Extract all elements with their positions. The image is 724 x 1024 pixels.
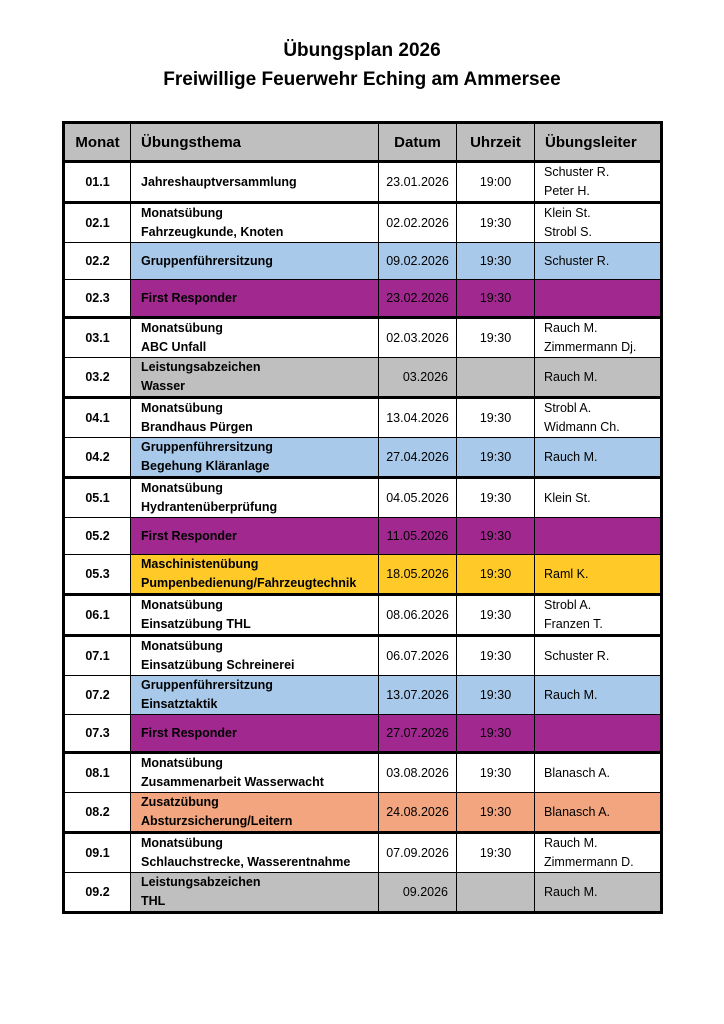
thema-line: Fahrzeugkunde, Knoten xyxy=(141,225,284,239)
cell-monat: 01.1 xyxy=(64,162,131,203)
leiter-line: Rauch M. xyxy=(544,687,598,702)
cell-thema xyxy=(131,595,379,636)
leiter-line: Widmann Ch. xyxy=(544,420,620,434)
schedule-table xyxy=(62,121,663,914)
table-row xyxy=(64,676,662,715)
cell-uhrzeit: 19:30 xyxy=(457,715,535,753)
leiter-line: Klein St. xyxy=(544,490,591,505)
cell-thema xyxy=(131,358,379,398)
table-row xyxy=(64,518,662,555)
cell-datum: 02.02.2026 xyxy=(379,203,457,243)
cell-uhrzeit: 19:30 xyxy=(457,318,535,358)
leiter-line: Strobl S. xyxy=(544,225,592,239)
table-row xyxy=(64,162,662,203)
thema-line: THL xyxy=(141,894,166,908)
cell-leiter xyxy=(535,595,662,636)
thema-line: Maschinistenübung xyxy=(141,557,259,571)
cell-uhrzeit: 19:30 xyxy=(457,280,535,318)
page-subtitle: Freiwillige Feuerwehr Eching am Ammersee xyxy=(163,69,561,90)
table-row xyxy=(64,555,662,595)
cell-datum: 08.06.2026 xyxy=(379,595,457,636)
thema-line: Gruppenführersitzung xyxy=(141,440,273,454)
thema-line: Einsatzübung THL xyxy=(141,617,251,631)
cell-uhrzeit: 19:00 xyxy=(457,162,535,203)
column-header-monat: Monat xyxy=(64,123,131,162)
column-header-datum: Datum xyxy=(379,123,457,162)
cell-uhrzeit xyxy=(457,873,535,913)
leiter-line: Blanasch A. xyxy=(544,765,611,780)
thema-line: Monatsübung xyxy=(141,756,223,770)
cell-datum: 27.07.2026 xyxy=(379,715,457,753)
cell-uhrzeit: 19:30 xyxy=(457,203,535,243)
thema-line: Begehung Kläranlage xyxy=(141,459,270,473)
cell-monat: 03.2 xyxy=(64,358,131,398)
cell-thema xyxy=(131,676,379,715)
table-row xyxy=(64,358,662,398)
leiter-line: Peter H. xyxy=(544,184,590,198)
cell-leiter xyxy=(535,438,662,478)
cell-monat: 04.1 xyxy=(64,398,131,438)
thema-line: Monatsübung xyxy=(141,639,223,653)
thema-line: First Responder xyxy=(141,290,237,305)
cell-leiter xyxy=(535,873,662,913)
thema-line: Pumpenbedienung/Fahrzeugtechnik xyxy=(141,576,357,590)
cell-uhrzeit: 19:30 xyxy=(457,753,535,793)
thema-line: Monatsübung xyxy=(141,598,223,612)
cell-datum: 18.05.2026 xyxy=(379,555,457,595)
cell-monat: 09.1 xyxy=(64,833,131,873)
cell-monat: 05.1 xyxy=(64,478,131,518)
thema-line: Monatsübung xyxy=(141,481,223,495)
cell-leiter xyxy=(535,518,662,555)
thema-line: Brandhaus Pürgen xyxy=(141,420,253,434)
table-row xyxy=(64,636,662,676)
cell-leiter xyxy=(535,318,662,358)
leiter-line: Rauch M. xyxy=(544,884,598,899)
cell-monat: 07.3 xyxy=(64,715,131,753)
cell-thema xyxy=(131,162,379,203)
cell-monat: 02.1 xyxy=(64,203,131,243)
cell-leiter xyxy=(535,398,662,438)
cell-leiter xyxy=(535,478,662,518)
cell-uhrzeit: 19:30 xyxy=(457,243,535,280)
table-row xyxy=(64,318,662,358)
cell-monat: 03.1 xyxy=(64,318,131,358)
cell-monat: 07.2 xyxy=(64,676,131,715)
thema-line: Schlauchstrecke, Wasserentnahme xyxy=(141,855,351,869)
cell-leiter xyxy=(535,715,662,753)
cell-leiter xyxy=(535,243,662,280)
cell-uhrzeit: 19:30 xyxy=(457,595,535,636)
leiter-line: Blanasch A. xyxy=(544,804,611,819)
cell-datum: 09.02.2026 xyxy=(379,243,457,280)
leiter-line: Strobl A. xyxy=(544,598,592,612)
cell-monat: 02.3 xyxy=(64,280,131,318)
cell-uhrzeit: 19:30 xyxy=(457,518,535,555)
cell-datum: 03.2026 xyxy=(379,358,457,398)
leiter-line: Rauch M. xyxy=(544,321,598,335)
cell-thema xyxy=(131,398,379,438)
cell-leiter xyxy=(535,793,662,833)
column-header-leiter: Übungsleiter xyxy=(535,123,662,162)
cell-uhrzeit: 19:30 xyxy=(457,793,535,833)
cell-monat: 09.2 xyxy=(64,873,131,913)
thema-line: Einsatzübung Schreinerei xyxy=(141,658,295,672)
cell-datum: 23.02.2026 xyxy=(379,280,457,318)
cell-thema xyxy=(131,478,379,518)
cell-datum: 06.07.2026 xyxy=(379,636,457,676)
cell-uhrzeit: 19:30 xyxy=(457,555,535,595)
cell-thema xyxy=(131,318,379,358)
cell-monat: 05.3 xyxy=(64,555,131,595)
thema-line: Gruppenführersitzung xyxy=(141,678,273,692)
cell-uhrzeit: 19:30 xyxy=(457,636,535,676)
thema-line: Zusammenarbeit Wasserwacht xyxy=(141,775,324,789)
thema-line: Monatsübung xyxy=(141,836,223,850)
leiter-line: Rauch M. xyxy=(544,836,598,850)
leiter-line: Zimmermann Dj. xyxy=(544,340,637,354)
cell-thema xyxy=(131,280,379,318)
cell-monat: 02.2 xyxy=(64,243,131,280)
cell-datum: 07.09.2026 xyxy=(379,833,457,873)
cell-uhrzeit: 19:30 xyxy=(457,833,535,873)
cell-datum: 02.03.2026 xyxy=(379,318,457,358)
table-row xyxy=(64,478,662,518)
thema-line: Absturzsicherung/Leitern xyxy=(141,814,293,828)
cell-datum: 24.08.2026 xyxy=(379,793,457,833)
cell-datum: 03.08.2026 xyxy=(379,753,457,793)
cell-datum: 27.04.2026 xyxy=(379,438,457,478)
cell-datum: 04.05.2026 xyxy=(379,478,457,518)
cell-datum: 09.2026 xyxy=(379,873,457,913)
cell-datum: 23.01.2026 xyxy=(379,162,457,203)
table-row xyxy=(64,595,662,636)
cell-leiter xyxy=(535,753,662,793)
thema-line: Zusatzübung xyxy=(141,795,219,809)
cell-leiter xyxy=(535,280,662,318)
cell-uhrzeit: 19:30 xyxy=(457,438,535,478)
cell-leiter xyxy=(535,636,662,676)
cell-monat: 07.1 xyxy=(64,636,131,676)
thema-line: Monatsübung xyxy=(141,321,223,335)
column-header-uhrzeit: Uhrzeit xyxy=(457,123,535,162)
cell-uhrzeit: 19:30 xyxy=(457,478,535,518)
thema-line: Gruppenführersitzung xyxy=(141,253,273,268)
table-row xyxy=(64,438,662,478)
cell-monat: 08.1 xyxy=(64,753,131,793)
leiter-line: Rauch M. xyxy=(544,369,598,384)
leiter-line: Rauch M. xyxy=(544,449,598,464)
cell-monat: 08.2 xyxy=(64,793,131,833)
cell-monat: 04.2 xyxy=(64,438,131,478)
leiter-line: Klein St. xyxy=(544,206,591,220)
thema-line: Hydrantenüberprüfung xyxy=(141,500,278,514)
table-row xyxy=(64,715,662,753)
cell-thema xyxy=(131,793,379,833)
thema-line: First Responder xyxy=(141,725,237,740)
cell-thema xyxy=(131,438,379,478)
leiter-line: Franzen T. xyxy=(544,617,603,631)
table-row xyxy=(64,243,662,280)
table-row xyxy=(64,398,662,438)
thema-line: Jahreshauptversammlung xyxy=(141,174,297,189)
table-header-row xyxy=(64,123,662,162)
cell-uhrzeit: 19:30 xyxy=(457,676,535,715)
thema-line: Leistungsabzeichen xyxy=(141,875,261,889)
cell-leiter xyxy=(535,162,662,203)
thema-line: Monatsübung xyxy=(141,401,223,415)
thema-line: Einsatztaktik xyxy=(141,697,218,711)
leiter-line: Raml K. xyxy=(544,566,589,581)
cell-uhrzeit: 19:30 xyxy=(457,398,535,438)
column-header-thema: Übungsthema xyxy=(131,123,379,162)
table-row xyxy=(64,280,662,318)
thema-line: Monatsübung xyxy=(141,206,223,220)
leiter-line: Zimmermann D. xyxy=(544,855,634,869)
cell-monat: 06.1 xyxy=(64,595,131,636)
cell-thema xyxy=(131,833,379,873)
thema-line: Wasser xyxy=(141,379,186,393)
table-row xyxy=(64,793,662,833)
cell-thema xyxy=(131,203,379,243)
cell-thema xyxy=(131,753,379,793)
cell-leiter xyxy=(535,203,662,243)
cell-datum: 13.04.2026 xyxy=(379,398,457,438)
cell-datum: 11.05.2026 xyxy=(379,518,457,555)
cell-thema xyxy=(131,873,379,913)
cell-datum: 13.07.2026 xyxy=(379,676,457,715)
cell-leiter xyxy=(535,833,662,873)
table-row xyxy=(64,833,662,873)
thema-line: First Responder xyxy=(141,528,237,543)
page-title: Übungsplan 2026 xyxy=(283,40,441,61)
cell-thema xyxy=(131,715,379,753)
cell-thema xyxy=(131,636,379,676)
cell-thema xyxy=(131,555,379,595)
cell-thema xyxy=(131,518,379,555)
cell-uhrzeit xyxy=(457,358,535,398)
cell-monat: 05.2 xyxy=(64,518,131,555)
table-row xyxy=(64,753,662,793)
table-row xyxy=(64,203,662,243)
leiter-line: Schuster R. xyxy=(544,253,610,268)
cell-thema xyxy=(131,243,379,280)
table-row xyxy=(64,873,662,913)
leiter-line: Schuster R. xyxy=(544,165,610,179)
cell-leiter xyxy=(535,676,662,715)
thema-line: ABC Unfall xyxy=(141,340,207,354)
leiter-line: Strobl A. xyxy=(544,401,592,415)
leiter-line: Schuster R. xyxy=(544,648,610,663)
cell-leiter xyxy=(535,555,662,595)
cell-leiter xyxy=(535,358,662,398)
thema-line: Leistungsabzeichen xyxy=(141,360,261,374)
